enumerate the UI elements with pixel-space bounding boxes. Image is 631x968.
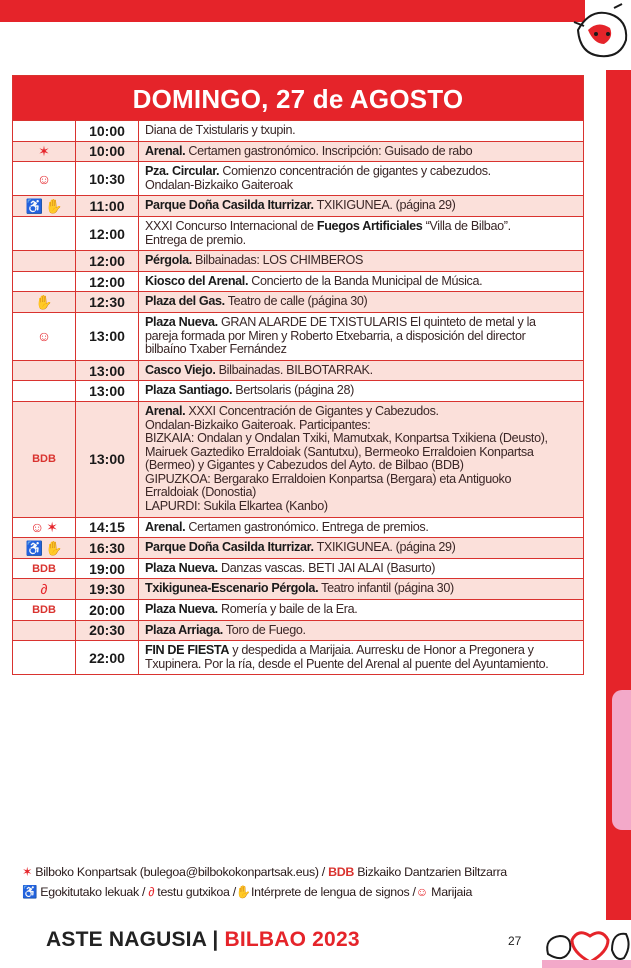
event-text: Certamen gastronómico. Inscripción: Guisado de rabo xyxy=(185,143,473,158)
venue-name: Parque Doña Casilda Iturrizar. xyxy=(145,198,314,213)
row-description xyxy=(139,121,583,141)
row-time: 12:30 xyxy=(75,292,139,312)
venue-name: Kiosco del Arenal. xyxy=(145,273,249,288)
event-text: y despedida a Marijaia. Aurresku de Honor a Pregonera y xyxy=(229,643,534,658)
row-description xyxy=(139,142,583,162)
schedule-row xyxy=(13,640,583,674)
row-description xyxy=(139,402,583,517)
event-text: BIZKAIA: Ondalan y Ondalan Txiki, Mamutxak, Konpartsa Txikiena (Deusto), xyxy=(145,431,548,446)
sign-language-icon: ✋ xyxy=(45,540,63,557)
row-icons xyxy=(13,142,75,162)
venue-name: Plaza Arriaga. xyxy=(145,622,223,637)
legend-dantzarien: Bizkaiko Dantzarien Biltzarra xyxy=(354,865,507,879)
schedule-row xyxy=(13,271,583,292)
venue-name: Plaza Nueva. xyxy=(145,314,218,329)
schedule-row xyxy=(13,599,583,620)
row-icons xyxy=(13,313,75,360)
event-text: Certamen gastronómico. Entrega de premios. xyxy=(185,519,429,534)
wheelchair-icon: ♿ xyxy=(22,885,38,899)
venue-name: Txikigunea-Escenario Pérgola. xyxy=(145,581,319,596)
side-pink-shape xyxy=(612,690,631,830)
schedule-row xyxy=(13,312,583,360)
row-time: 13:00 xyxy=(75,402,139,517)
event-text: Bertsolaris (página 28) xyxy=(232,383,354,398)
row-icons xyxy=(13,272,75,292)
event-text: (Bermeo) y Gigantes y Cabezudos del Ayto. de Bilbao (BDB) xyxy=(145,458,464,473)
row-description xyxy=(139,641,583,674)
venue-name: Fuegos Artificiales xyxy=(316,218,423,233)
schedule-card xyxy=(12,75,584,675)
row-time: 10:00 xyxy=(75,142,139,162)
schedule-row xyxy=(13,537,583,558)
event-text: XXXI Concentración de Gigantes y Cabezudos. xyxy=(185,403,439,418)
legend-egokitutako: Egokitutako lekuak / xyxy=(37,885,149,899)
venue-name: Plaza del Gas. xyxy=(145,294,225,309)
row-description xyxy=(139,559,583,579)
row-description xyxy=(139,196,583,216)
event-text: Teatro infantil (página 30) xyxy=(318,581,454,596)
venue-name: FIN DE FIESTA xyxy=(145,643,230,658)
event-text: bilbaíno Txaber Fernández xyxy=(145,342,287,357)
row-icons xyxy=(13,251,75,271)
legend xyxy=(22,862,582,902)
event-text: Comienzo concentración de gigantes y cabezudos. xyxy=(219,164,491,179)
bdb-label: BDB xyxy=(32,562,56,575)
venue-name: Plaza Nueva. xyxy=(145,560,218,575)
star-icon: ✶ xyxy=(38,143,50,160)
schedule-row xyxy=(13,161,583,195)
row-description xyxy=(139,272,583,292)
row-time: 11:00 xyxy=(75,196,139,216)
event-text: “Villa de Bilbao”. xyxy=(422,218,511,233)
legend-konpartsak: Bilboko Konpartsak (bulegoa@bilbokokonpartsak.eus) / xyxy=(32,865,329,879)
event-text: TXIKIGUNEA. (página 29) xyxy=(313,198,456,213)
legend-testu: testu gutxikoa / xyxy=(154,885,236,899)
row-time: 16:30 xyxy=(75,538,139,558)
row-description xyxy=(139,518,583,538)
schedule-row xyxy=(13,250,583,271)
event-text: GIPUZKOA: Bergarako Erraldoien Konpartsa (Bergara) eta Antiguoko xyxy=(145,471,512,486)
row-time: 20:00 xyxy=(75,600,139,620)
row-description xyxy=(139,251,583,271)
event-text: LAPURDI: Sukila Elkartea (Kanbo) xyxy=(145,499,328,514)
footer-brand xyxy=(46,928,360,952)
legend-marijaia: Marijaia xyxy=(428,885,473,899)
event-text: Ondalan-Bizkaiko Gaiteroak. Participantes: xyxy=(145,417,371,432)
row-icons xyxy=(13,381,75,401)
schedule-row xyxy=(13,401,583,517)
row-description xyxy=(139,217,583,250)
row-description xyxy=(139,538,583,558)
schedule-row xyxy=(13,195,583,216)
row-description xyxy=(139,381,583,401)
row-icons xyxy=(13,217,75,250)
venue-name: Parque Doña Casilda Iturrizar. xyxy=(145,540,314,555)
row-description xyxy=(139,313,583,360)
row-time: 20:30 xyxy=(75,621,139,641)
footer-city: BILBAO 2023 xyxy=(224,928,360,951)
bdb-label: BDB xyxy=(32,453,56,466)
sign-language-icon: ✋ xyxy=(35,294,53,311)
venue-name: Pérgola. xyxy=(145,253,192,268)
row-time: 10:30 xyxy=(75,162,139,195)
event-text: GRAN ALARDE DE TXISTULARIS El quinteto de metal y la xyxy=(217,314,536,329)
legend-line-2 xyxy=(22,882,582,902)
row-time: 12:00 xyxy=(75,272,139,292)
legend-interprete: Intérprete de lengua de signos / xyxy=(250,885,416,899)
event-text: TXIKIGUNEA. (página 29) xyxy=(313,540,456,555)
event-text: Bilbainadas: LOS CHIMBEROS xyxy=(191,253,364,268)
row-icons xyxy=(13,641,75,674)
row-icons xyxy=(13,579,75,599)
row-icons xyxy=(13,621,75,641)
marijaia-icon: ☺ xyxy=(36,170,52,187)
event-text: Toro de Fuego. xyxy=(222,622,306,637)
venue-name: Plaza Santiago. xyxy=(145,383,233,398)
row-time: 13:00 xyxy=(75,361,139,381)
event-text: Romería y baile de la Era. xyxy=(217,602,358,617)
ear-icon: ∂ xyxy=(40,581,48,598)
hearts-hands-illustration xyxy=(542,910,631,968)
row-icons xyxy=(13,162,75,195)
row-description xyxy=(139,579,583,599)
marijaia-icon: ☺ xyxy=(29,519,45,536)
row-icons xyxy=(13,402,75,517)
sign-language-icon: ✋ xyxy=(235,885,251,899)
row-time: 14:15 xyxy=(75,518,139,538)
legend-line-1 xyxy=(22,862,582,882)
schedule-row xyxy=(13,578,583,599)
wheelchair-icon: ♿ xyxy=(25,198,43,215)
wheelchair-icon: ♿ xyxy=(25,540,43,557)
venue-name: Arenal. xyxy=(145,519,186,534)
hands-illustration-top xyxy=(570,0,631,64)
row-time: 19:00 xyxy=(75,559,139,579)
row-time: 13:00 xyxy=(75,313,139,360)
schedule-row xyxy=(13,120,583,141)
event-text: Txupinera. Por la ría, desde el Puente del Arenal al puente del Ayuntamiento. xyxy=(145,656,549,671)
row-icons xyxy=(13,518,75,538)
event-text: XXXI Concurso Internacional de xyxy=(145,218,317,233)
ear-icon: ∂ xyxy=(148,885,155,899)
top-red-bar xyxy=(0,0,585,22)
row-time: 22:00 xyxy=(75,641,139,674)
schedule-row xyxy=(13,380,583,401)
row-description xyxy=(139,361,583,381)
row-icons xyxy=(13,559,75,579)
event-text: Erraldoiak (Donostia) xyxy=(145,485,256,500)
star-icon: ✶ xyxy=(46,519,59,536)
event-text: Concierto de la Banda Municipal de Música. xyxy=(248,273,483,288)
row-icons xyxy=(13,121,75,141)
row-time: 10:00 xyxy=(75,121,139,141)
row-icons xyxy=(13,361,75,381)
event-text: Mairuek Gaztediko Erraldoiak (Santutxu), Bermeoko Erraldoien Konpartsa xyxy=(145,444,534,459)
schedule-row xyxy=(13,360,583,381)
schedule-row xyxy=(13,141,583,162)
row-time: 12:00 xyxy=(75,251,139,271)
venue-name: Casco Viejo. xyxy=(145,362,216,377)
row-description xyxy=(139,621,583,641)
row-icons xyxy=(13,600,75,620)
row-time: 19:30 xyxy=(75,579,139,599)
venue-name: Plaza Nueva. xyxy=(145,602,218,617)
row-icons xyxy=(13,538,75,558)
event-text: Diana de Txistularis y txupin. xyxy=(145,123,296,137)
schedule-row xyxy=(13,216,583,250)
event-text: Entrega de premio. xyxy=(145,232,246,247)
schedule-row xyxy=(13,558,583,579)
row-icons xyxy=(13,196,75,216)
event-text: Teatro de calle (página 30) xyxy=(224,294,368,309)
event-text: Danzas vascas. BETI JAI ALAI (Basurto) xyxy=(217,560,436,575)
bdb-label: BDB xyxy=(32,603,56,616)
row-time: 13:00 xyxy=(75,381,139,401)
page-number: 27 xyxy=(508,934,522,948)
row-description xyxy=(139,600,583,620)
schedule-row xyxy=(13,517,583,538)
marijaia-icon: ☺ xyxy=(415,885,429,899)
schedule-row xyxy=(13,620,583,641)
sign-language-icon: ✋ xyxy=(45,198,63,215)
row-icons xyxy=(13,292,75,312)
event-text: Ondalan-Bizkaiko Gaiteroak xyxy=(145,177,293,192)
marijaia-icon: ☺ xyxy=(36,328,52,345)
venue-name: Arenal. xyxy=(145,403,186,418)
venue-name: Pza. Circular. xyxy=(145,164,220,179)
row-description xyxy=(139,162,583,195)
row-time: 12:00 xyxy=(75,217,139,250)
row-description xyxy=(139,292,583,312)
schedule-rows xyxy=(13,120,583,674)
event-text: Bilbainadas. BILBOTARRAK. xyxy=(215,362,373,377)
legend-bdb: BDB xyxy=(328,865,355,879)
event-text: pareja formada por Miren y Roberto Etxebarria, a disposición del director xyxy=(145,328,526,343)
footer-aste-nagusia: ASTE NAGUSIA | xyxy=(46,928,225,951)
schedule-row xyxy=(13,291,583,312)
schedule-title: DOMINGO, 27 de AGOSTO xyxy=(13,76,583,120)
star-icon: ✶ xyxy=(22,865,33,879)
venue-name: Arenal. xyxy=(145,143,186,158)
